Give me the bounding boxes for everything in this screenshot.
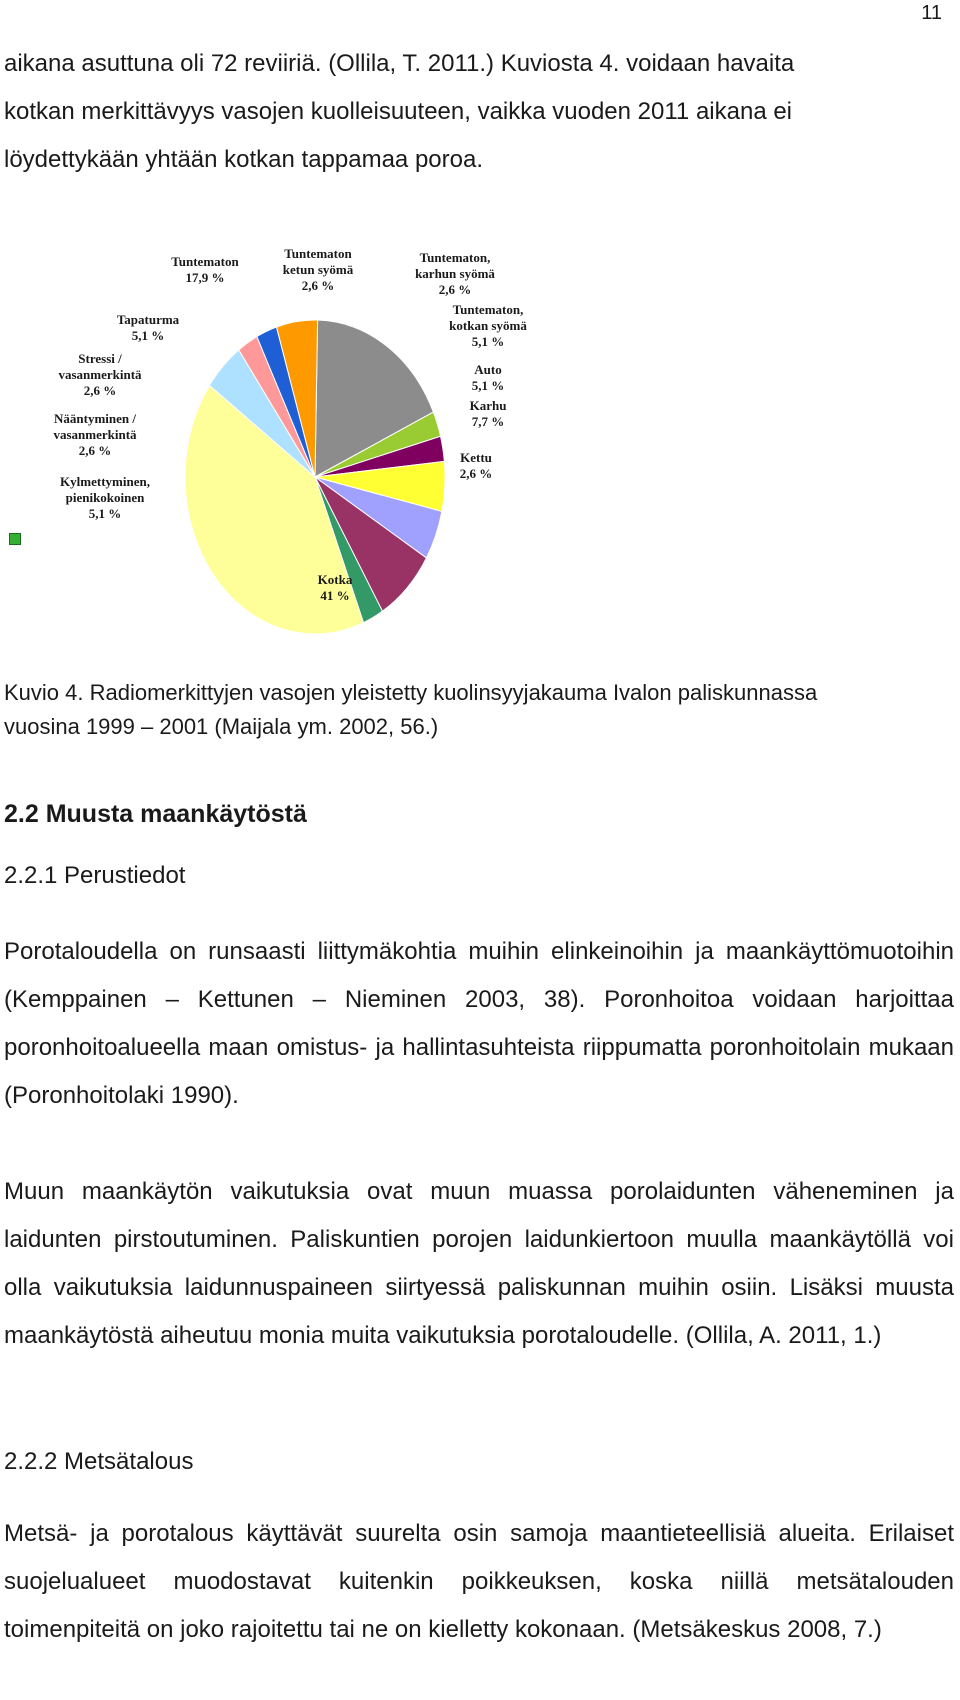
pie-slice-label <box>449 302 527 349</box>
pie-slice-label-line: 5,1 % <box>88 506 122 521</box>
pie-slice-label-line: Tuntematon <box>171 254 239 269</box>
page-number: 11 <box>921 2 942 24</box>
subsection-heading-2: 2.2.2 Metsätalous <box>4 1448 194 1475</box>
pie-slice-label-line: pienikokoinen <box>65 490 145 505</box>
pie-slice-label-line: 7,7 % <box>471 414 505 429</box>
pie-slice-label <box>460 450 493 481</box>
pie-slice-label-line: Tuntematon, <box>419 250 491 265</box>
pie-slice-label-line: 5,1 % <box>471 334 505 349</box>
pie-slice-label-line: 2,6 % <box>83 383 117 398</box>
pie-slice-label-line: vasanmerkintä <box>58 367 142 382</box>
figure-caption-line-1: Kuvio 4. Radiomerkittyjen vasojen yleistetty kuolinsyyjakauma Ivalon paliskunnassa <box>4 680 818 705</box>
pie-slice-label <box>472 362 505 393</box>
pie-slice-label-line: 2,6 % <box>78 443 112 458</box>
pie-slice-label-line: 2,6 % <box>301 278 335 293</box>
intro-line-3: löydettykään yhtään kotkan tappamaa poroa. <box>4 146 483 173</box>
pie-slice-label <box>318 572 353 603</box>
section-heading: 2.2 Muusta maankäytöstä <box>4 800 307 828</box>
intro-line-1: aikana asuttuna oli 72 reviiriä. (Ollila, T. 2011.) Kuviosta 4. voidaan havaita <box>4 50 795 77</box>
pie-slice-label-line: Tapaturma <box>116 312 180 327</box>
pie-slice-label <box>58 351 142 398</box>
pie-slice-label <box>60 474 150 521</box>
pie-slice-label-line: Stressi / <box>78 351 122 366</box>
pie-slice-label-line: Karhu <box>469 398 507 413</box>
pie-slice-label <box>171 254 239 285</box>
paragraph-1: Porotaloudella on runsaasti liittymäkohtia muihin elinkeinoihin ja maankäyttömuotoihin (Kemppainen – Kettunen – Nieminen 2003, 38). Poronhoitoa voidaan harjoittaa poronhoitoalueella maan omistus- ja hallintasuhteista riippumatta poronhoitolain mukaan (Poronhoitolaki 1990). <box>4 938 954 1109</box>
pie-slice-label-line: ketun syömä <box>282 262 354 277</box>
pie-slice-label-line: karhun syömä <box>415 266 495 281</box>
subsection-heading-1: 2.2.1 Perustiedot <box>4 862 186 889</box>
pie-slice-label-line: 2,6 % <box>459 466 493 481</box>
pie-slice-label-line: Tuntematon, <box>452 302 524 317</box>
pie-slice-label <box>53 411 137 458</box>
pie-slice-label <box>117 312 180 343</box>
pie-slice-label-line: 41 % <box>320 588 350 603</box>
pie-slice-label-line: 5,1 % <box>471 378 505 393</box>
figure-caption-line-2: vuosina 1999 – 2001 (Maijala ym. 2002, 56.) <box>4 714 439 739</box>
pie-slice-label-line: Kettu <box>460 450 492 465</box>
pie-slice-label <box>470 398 507 429</box>
pie-slice-label-line: Kylmettyminen, <box>60 474 150 489</box>
pie-slice-label <box>283 246 354 293</box>
pie-slice-label-line: 2,6 % <box>438 282 472 297</box>
pie-slice-label-line: Tuntematon <box>284 246 352 261</box>
paragraph-3: Metsä- ja porotalous käyttävät suurelta osin samoja maantieteellisiä alueita. Erilaiset suojelualueet muodostavat kuitenkin poikkeuksen, koska niillä metsätalouden toimenpiteitä on joko rajoitettu tai ne on kielletty kokonaan. (Metsäkeskus 2008, 7.) <box>4 1520 954 1643</box>
pie-slice-label-line: Nääntyminen / <box>54 411 136 426</box>
pie-chart <box>0 240 560 660</box>
pie-slice-label <box>415 250 495 297</box>
intro-line-2: kotkan merkittävyys vasojen kuolleisuuteen, vaikka vuoden 2011 aikana ei <box>4 98 793 125</box>
pie-chart-svg <box>0 240 560 660</box>
pie-slice-label-line: 5,1 % <box>131 328 165 343</box>
pie-slice-label-line: vasanmerkintä <box>53 427 137 442</box>
pie-slice-label-line: Kotka <box>317 572 353 587</box>
pie-slice-label-line: Auto <box>474 362 502 377</box>
pie-slice-label-line: kotkan syömä <box>449 318 527 333</box>
pie-slice-label-line: 17,9 % <box>185 270 225 285</box>
legend-swatch-icon <box>9 533 21 545</box>
paragraph-2: Muun maankäytön vaikutuksia ovat muun muassa porolaidunten väheneminen ja laidunten pirstoutuminen. Paliskuntien porojen laidunkiertoon muulla maankäytöllä voi olla vaikutuksia laidunnuspaineen siirtyessä paliskunnan muihin osiin. Lisäksi muusta maankäytöstä aiheutuu monia muita vaikutuksia porotaloudelle. (Ollila, A. 2011, 1.) <box>4 1178 954 1349</box>
